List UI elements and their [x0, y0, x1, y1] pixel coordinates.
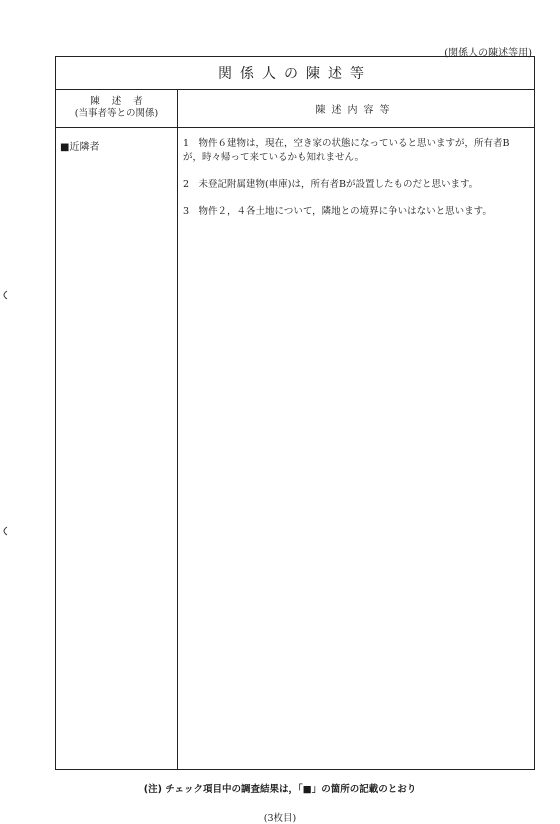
footnote: (注) チェック項目中の調査結果は，「■」の箇所の記載のとおり [143, 784, 417, 795]
statement-item: 1 物件６建物は，現在，空き家の状態になっていると思いますが，所有者Bが，時々帰って来ているかも知れません。 [183, 138, 510, 163]
speaker-header-label: 陳述者 [90, 96, 155, 107]
speaker-header-sub: (当事者等との関係) [74, 108, 159, 119]
title-row [56, 57, 534, 90]
statement-list [183, 137, 528, 232]
speaker-cell: ■近隣者 [60, 142, 100, 153]
punch-hole-mark-bottom [0, 526, 8, 536]
page-title: 関係人の陳述等 [218, 66, 372, 82]
page-number: (3枚目) [263, 813, 297, 824]
statement-item: 3 物件２，４各土地について，隣地との境界に争いはないと思います。 [183, 206, 492, 217]
punch-hole-mark-top [0, 290, 8, 300]
header-row [56, 89, 534, 128]
speaker-header [56, 89, 177, 127]
column-divider [177, 89, 178, 769]
statement-table [55, 56, 535, 770]
statement-item: 2 未登記附属建物(車庫)は，所有者Bが設置したものだと思います。 [183, 179, 479, 190]
form-label: (関係人の陳述等用) [444, 48, 532, 59]
content-header: 陳述内容等 [315, 104, 396, 116]
